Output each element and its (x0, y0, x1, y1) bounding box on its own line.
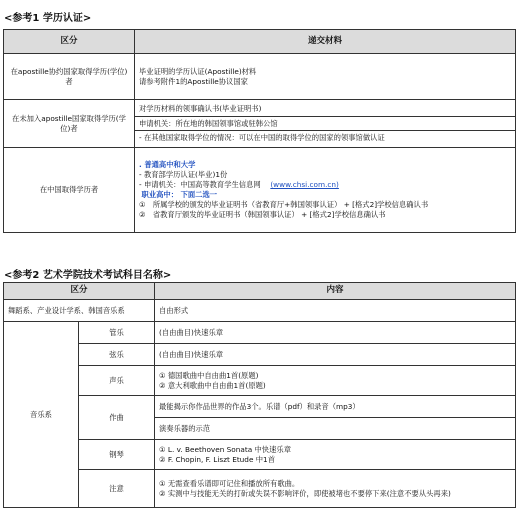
chsi-link[interactable]: (www.chsi.com.cn) (270, 180, 339, 190)
table-row (4, 54, 516, 100)
row-content: 自由形式 (155, 300, 516, 322)
row-subcategory: 注意 (79, 470, 155, 508)
row-subcategory: 钢琴 (79, 440, 155, 470)
row-category: 在apostille协约国家取得学历(学位)者 (4, 54, 135, 100)
row-content: (自由曲目)快速乐章 (155, 344, 516, 366)
degree-certification-table (3, 29, 516, 233)
table-row (4, 396, 516, 418)
table-row (4, 148, 516, 233)
highlight-heading: . 普通高中和大学 (139, 160, 196, 170)
header-content: 内容 (155, 283, 516, 300)
row-category: 舞蹈系、产业设计学系、韩国音乐系 (4, 300, 155, 322)
highlight-heading: 职业高中： 下面二选一 (141, 190, 218, 199)
table-row (4, 470, 516, 508)
divider (135, 130, 515, 131)
section2-title: <参考2 艺术学院技术考试科目名称> (4, 270, 172, 281)
table-row (4, 100, 516, 148)
table-header-row (4, 30, 516, 54)
row-content: ① L. v. Beethoven Sonata 中快速乐章 ② F. Chopin, F. Liszt Etude 中1首 (155, 440, 516, 470)
table-row (4, 300, 516, 322)
row-category: 在未加入apostille国家取得学历(学位)者 (4, 100, 135, 148)
row-content: (自由曲目)快速乐章 (155, 322, 516, 344)
row-category: 在中国取得学历者 (4, 148, 135, 233)
section1-title: <参考1 学历认证> (4, 13, 92, 24)
table-row (4, 440, 516, 470)
table-row (4, 366, 516, 396)
table-row (4, 344, 516, 366)
row-content: 对学历材料的领事确认书(毕业证明书) 申请机关：所在地的韩国领事馆或驻韩公馆 - 在其他国家取得学位的情况：可以在中国的取得学位的国家的领事馆做认证 (135, 100, 516, 148)
music-department-label: 音乐系 (4, 322, 79, 508)
table-row (4, 322, 516, 344)
row-content: 毕业证明的学历认证(Apostille)材料 请参考附件1的Apostille协议国家 (135, 54, 516, 100)
table-header-row (4, 283, 516, 300)
row-subcategory: 管乐 (79, 322, 155, 344)
header-materials: 递交材料 (135, 30, 516, 54)
header-category: 区分 (4, 30, 135, 54)
row-content: . 普通高中和大学 - 教育部学历认证(毕业)1份 - 申请机关：中国高等教育学生信息网 (www.chsi.com.cn) 职业高中： 下面二选一 ① 所属学校的颁发的毕业证明书（省教育厅+韩国领事认证） + [格式2]学校信息确认书 ② 省教育厅颁发的毕业证明书（韩国领事认证） + [格式2]学校信息确认书 (135, 148, 516, 233)
art-exam-subjects-table (3, 282, 516, 508)
row-subcategory: 作曲 (79, 396, 155, 440)
header-category: 区分 (4, 283, 155, 300)
row-content: 演奏乐器的示范 (155, 418, 516, 440)
row-subcategory: 声乐 (79, 366, 155, 396)
row-content: ① 无需查看乐谱即可记住和播放所有歌曲。 ② 实测中与技能无关的打斫或失误不影响评价，即使被堵也不要停下来(注意不要从头再来) (155, 470, 516, 508)
row-subcategory: 弦乐 (79, 344, 155, 366)
row-content: 最能揭示你作品世界的作品3个。乐谱（pdf）和录音（mp3） (155, 396, 516, 418)
row-content: ① 德国歌曲中自由曲1首(原题) ② 意大利歌曲中自由曲1首(原题) (155, 366, 516, 396)
divider (135, 116, 515, 117)
